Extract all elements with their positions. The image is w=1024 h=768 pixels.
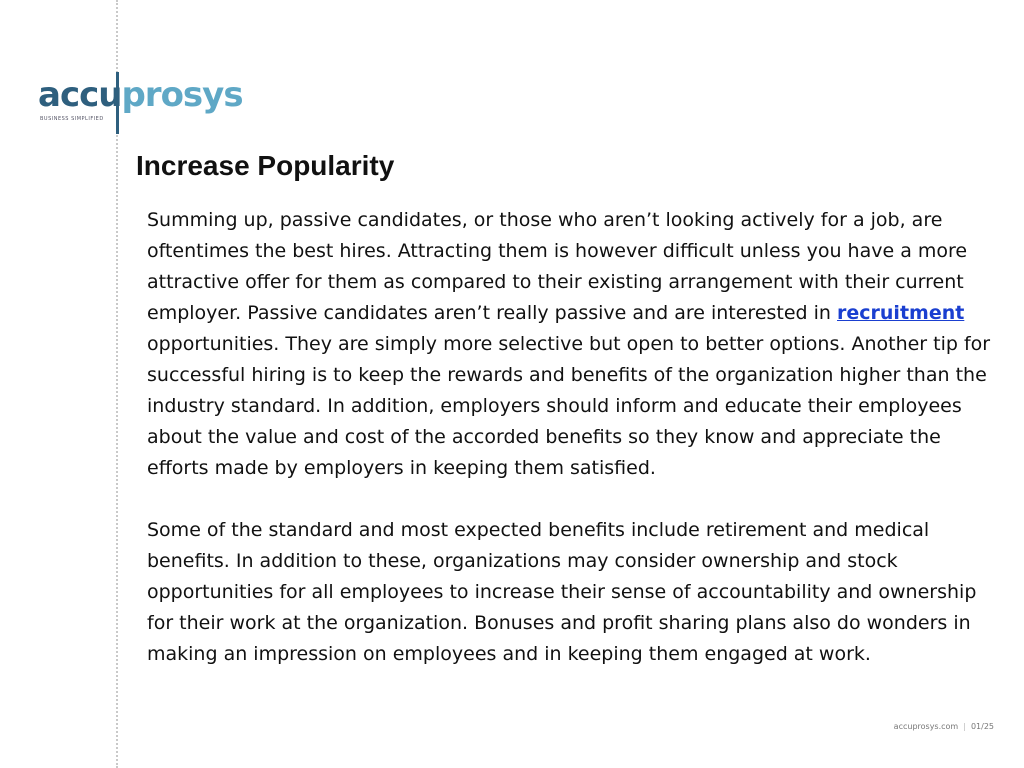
page-number: 01/25 xyxy=(970,722,994,731)
logo-wordmark xyxy=(38,75,243,115)
page-title: Increase Popularity xyxy=(136,150,395,181)
paragraph-1-text-end: opportunities. They are simply more selective but open to better options. Another tip for successful hiring is to keep the rewards and benefits of the organization higher than the industry standard. In addition, employers should inform and educate their employees about the value and cost of the accorded benefits so they know and appreciate the efforts made by employers in keeping them satisfied. xyxy=(147,333,991,479)
paragraph-1-text-start: Summing up, passive candidates, or those who aren’t looking actively for a job, are oftentimes the best hires. Attracting them is however difficult unless you have a more attractive offer for them as compared to their existing arrangement with their current employer. Passive candidates aren’t really passive and are interested in xyxy=(147,209,968,324)
paragraph-2: Some of the standard and most expected benefits include retirement and medical benefits. In addition to these, organizations may consider ownership and stock opportunities for all employees to increase their sense of accountability and ownership for their work at the organization. Bonuses and profit sharing plans also do wonders in making an impression on employees and in keeping them engaged at work. xyxy=(147,519,977,665)
logo-wordmark-part2: prosys xyxy=(121,75,243,115)
recruitment-link[interactable]: recruitment xyxy=(837,302,965,324)
logo-wordmark-part1: accu xyxy=(38,75,122,115)
logo-tagline: BUSINESS SIMPLIFIED xyxy=(40,116,104,122)
footer-site: accuprosys.com xyxy=(893,722,959,731)
slide-footer xyxy=(894,722,994,731)
company-logo xyxy=(38,72,243,136)
body-text xyxy=(147,205,995,670)
footer-separator: | xyxy=(963,722,966,731)
paragraph-1 xyxy=(147,205,995,484)
